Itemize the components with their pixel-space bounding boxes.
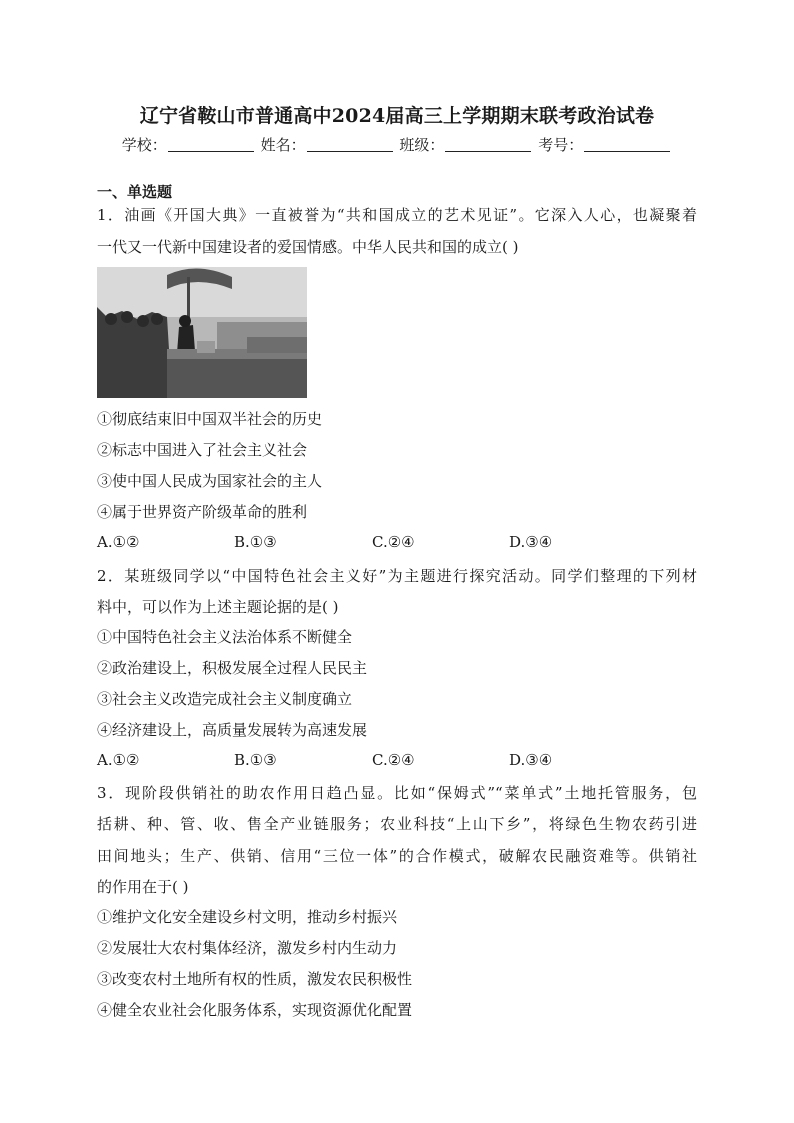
question-1-statement-4: ④属于世界资产阶级革命的胜利 (97, 503, 308, 521)
student-info-row (0, 134, 794, 155)
question-1-statement-1: ①彻底结束旧中国双半社会的历史 (97, 410, 323, 428)
painting-illustration (97, 267, 307, 398)
question-1-choices (97, 533, 697, 553)
question-1-line-1: 1．油画《开国大典》一直被誉为“共和国成立的艺术见证”。它深入人心，也凝聚着 (97, 206, 697, 224)
question-1-statement-2: ②标志中国进入了社会主义社会 (97, 441, 308, 459)
section-title: 一、单选题 (97, 183, 173, 201)
question-2-choice-c[interactable]: C.②④ (372, 751, 415, 769)
question-1-statement-3: ③使中国人民成为国家社会的主人 (97, 472, 323, 490)
question-3-statement-4: ④健全农业社会化服务体系，实现资源优化配置 (97, 1001, 413, 1019)
question-2-statement-2: ②政治建设上，积极发展全过程人民民主 (97, 659, 368, 677)
exam-title: 辽宁省鞍山市普通高中2024届高三上学期期末联考政治试卷 (139, 105, 655, 127)
question-3-line-1: 3．现阶段供销社的助农作用日趋凸显。比如“保姆式”“菜单式”土地托管服务，包 (97, 784, 697, 802)
question-2-choice-a[interactable]: A.①② (97, 751, 140, 769)
school-blank[interactable] (168, 137, 254, 152)
question-3-line-4: 的作用在于( ) (97, 878, 189, 896)
school-label: 学校： (121, 136, 167, 154)
question-2-choices (97, 751, 697, 771)
question-2-statement-1: ①中国特色社会主义法治体系不断健全 (97, 628, 353, 646)
exam-number-label: 考号： (538, 136, 584, 154)
question-1-choice-a[interactable]: A.①② (97, 533, 140, 551)
question-2-line-1: 2．某班级同学以“中国特色社会主义好”为主题进行探究活动。同学们整理的下列材 (97, 567, 697, 585)
question-2-choice-d[interactable]: D.③④ (509, 751, 553, 769)
class-label: 班级： (399, 136, 445, 154)
name-blank[interactable] (307, 137, 393, 152)
question-2-statement-4: ④经济建设上，高质量发展转为高速发展 (97, 721, 368, 739)
question-3-statement-2: ②发展壮大农村集体经济，激发乡村内生动力 (97, 939, 398, 957)
class-blank[interactable] (445, 137, 531, 152)
question-3-statement-3: ③改变农村土地所有权的性质，激发农民积极性 (97, 970, 413, 988)
question-2-statement-3: ③社会主义改造完成社会主义制度确立 (97, 690, 353, 708)
question-1-line-2: 一代又一代新中国建设者的爱国情感。中华人民共和国的成立( ) (97, 238, 519, 256)
question-2-line-2: 料中，可以作为上述主题论据的是( ) (97, 598, 339, 616)
question-2-choice-b[interactable]: B.①③ (234, 751, 277, 769)
question-3-statement-1: ①维护文化安全建设乡村文明，推动乡村振兴 (97, 908, 398, 926)
name-label: 姓名： (260, 136, 306, 154)
question-1-choice-d[interactable]: D.③④ (509, 533, 553, 551)
founding-ceremony-painting (97, 267, 307, 398)
question-3-line-3: 田间地头；生产、供销、信用“三位一体”的合作模式，破解农民融资难等。供销社 (97, 847, 697, 865)
question-1-choice-b[interactable]: B.①③ (234, 533, 277, 551)
question-1-choice-c[interactable]: C.②④ (372, 533, 415, 551)
question-3-line-2: 括耕、种、管、收、售全产业链服务；农业科技“上山下乡”，将绿色生物农药引进 (97, 815, 697, 833)
exam-number-blank[interactable] (584, 137, 670, 152)
